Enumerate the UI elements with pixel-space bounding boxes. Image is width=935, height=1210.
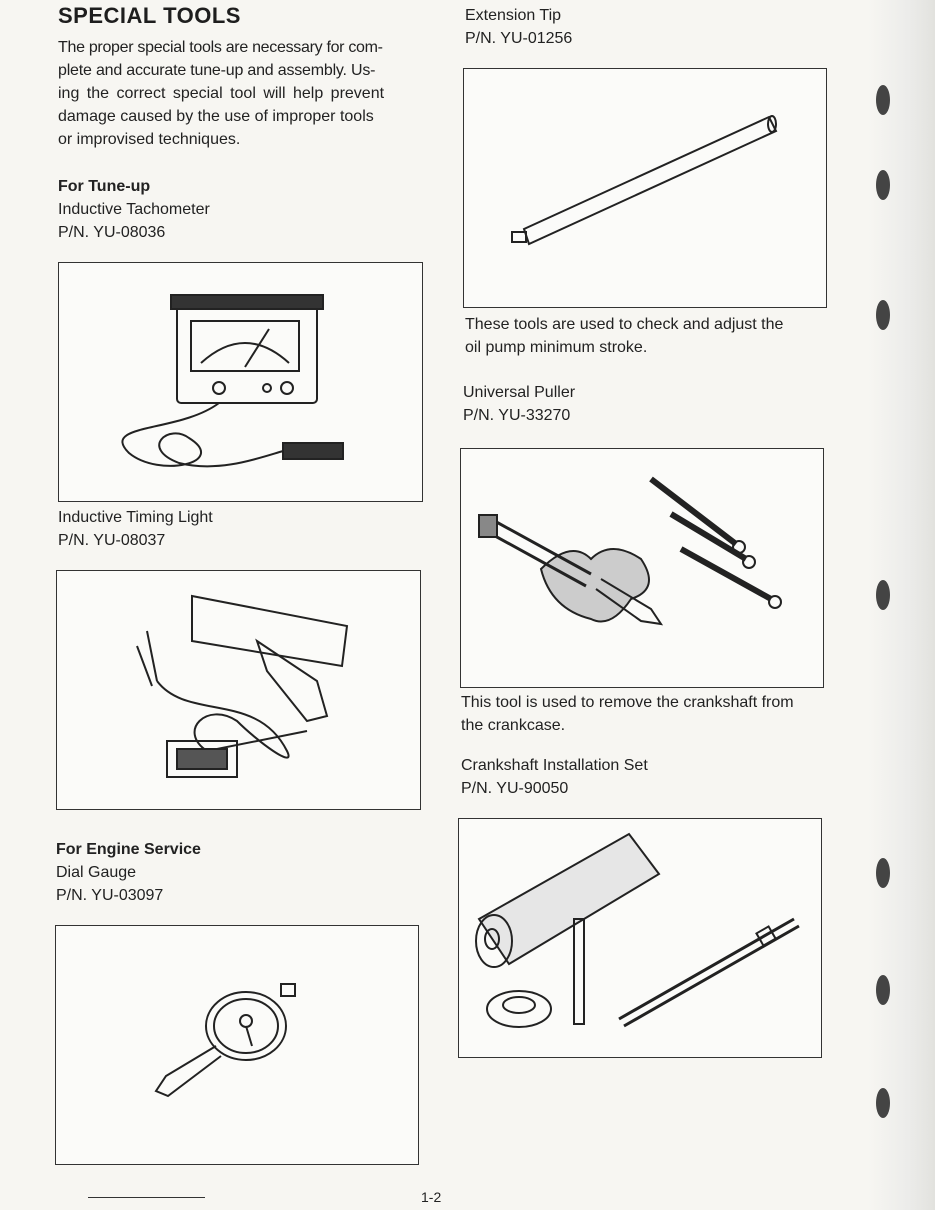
- note-line: This tool is used to remove the crankshaft from: [461, 694, 794, 711]
- tachometer-illustration: [58, 262, 423, 502]
- binding-hole: [876, 300, 890, 330]
- part-number: P/N. YU-33270: [463, 407, 571, 424]
- binding-hole: [876, 170, 890, 200]
- intro-line: damage caused by the use of improper tools: [58, 108, 374, 125]
- dial-gauge-illustration: [55, 925, 419, 1165]
- timing-light-illustration: [56, 570, 421, 810]
- note-line: oil pump minimum stroke.: [465, 339, 648, 356]
- universal-puller-illustration: [460, 448, 824, 688]
- binding-hole: [876, 858, 890, 888]
- note-line: These tools are used to check and adjust the: [465, 316, 784, 333]
- intro-line: ing the correct special tool will help prevent: [58, 85, 385, 102]
- intro-line: The proper special tools are necessary for com-: [58, 39, 383, 56]
- section-heading-engine: For Engine Service: [56, 841, 201, 858]
- note-line: the crankcase.: [461, 717, 566, 734]
- page-number: 1-2: [421, 1189, 442, 1205]
- tool-name: Extension Tip: [465, 7, 562, 24]
- crankshaft-installation-set-illustration: [458, 818, 822, 1058]
- part-number: P/N. YU-08037: [58, 532, 166, 549]
- binding-hole: [876, 580, 890, 610]
- binding-hole: [876, 85, 890, 115]
- tool-name: Inductive Tachometer: [58, 201, 210, 218]
- binding-hole: [876, 975, 890, 1005]
- part-number: P/N. YU-03097: [56, 887, 164, 904]
- extension-tip-illustration: [463, 68, 827, 308]
- binding-hole: [876, 1088, 890, 1118]
- part-number: P/N. YU-01256: [465, 30, 573, 47]
- part-number: P/N. YU-90050: [461, 780, 569, 797]
- intro-line: or improvised techniques.: [58, 131, 241, 148]
- tool-name: Inductive Timing Light: [58, 509, 213, 526]
- footer-rule: [88, 1197, 205, 1198]
- page-title: SPECIAL TOOLS: [58, 3, 241, 28]
- intro-line: plete and accurate tune-up and assembly. Us-: [58, 62, 376, 79]
- tool-name: Crankshaft Installation Set: [461, 757, 648, 774]
- tool-name: Universal Puller: [463, 384, 576, 401]
- part-number: P/N. YU-08036: [58, 224, 166, 241]
- section-heading-tuneup: For Tune-up: [58, 178, 151, 195]
- tool-name: Dial Gauge: [56, 864, 137, 881]
